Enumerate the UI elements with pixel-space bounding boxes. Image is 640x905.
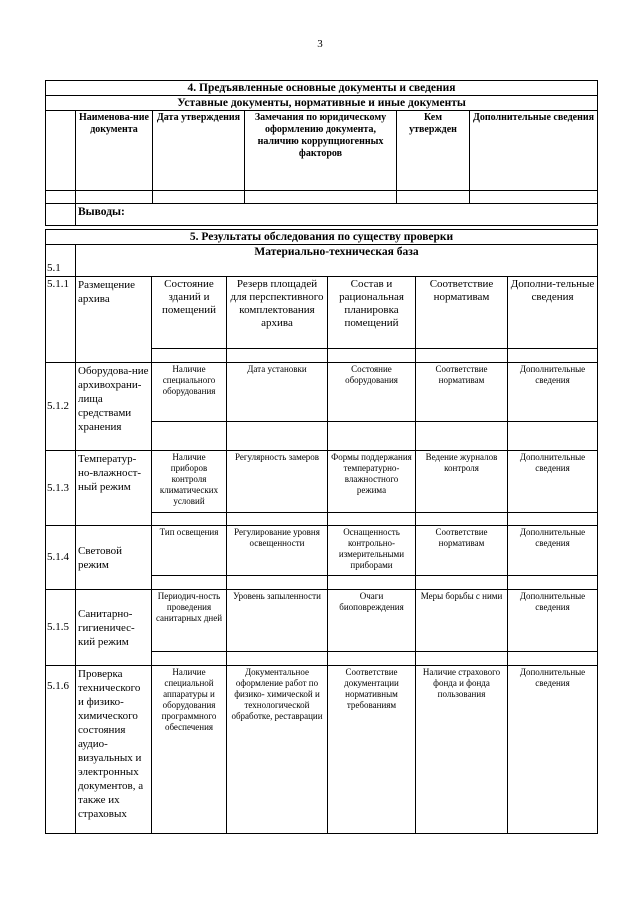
cell: Очаги биоповреждения <box>328 590 416 652</box>
cell: Дополнительные сведения <box>508 363 598 422</box>
row-num: 5.1.4 <box>46 526 76 590</box>
col-additional-info: Дополнительные сведения <box>470 111 598 191</box>
cell: Дата установки <box>227 363 328 422</box>
col-approval-date: Дата утверждения <box>153 111 245 191</box>
cell: Наличие страхового фонда и фонда пользования <box>416 666 508 834</box>
col-approved-by: Кем утвержден <box>397 111 470 191</box>
row-num: 5.1.5 <box>46 590 76 666</box>
row-label: Санитарно-гигиеничес-кий режим <box>76 590 152 666</box>
cell: Дополнительные сведения <box>508 666 598 834</box>
row-num: 5.1 <box>46 245 76 277</box>
cell: Наличие специального оборудования <box>152 363 227 422</box>
documents-table <box>45 80 598 226</box>
cell: Состав и рациональная планировка помещений <box>328 277 416 349</box>
cell: Резерв площадей для перспективного комплектования архива <box>227 277 328 349</box>
cell: Соответствие нормативам <box>416 526 508 576</box>
cell: Регулирование уровня освещенности <box>227 526 328 576</box>
col-remarks: Замечания по юридическому оформлению документа, наличию коррупциогенных факторов <box>245 111 397 191</box>
section4-title: 4. Предъявленные основные документы и сведения <box>46 81 598 96</box>
cell: Меры борьбы с ними <box>416 590 508 652</box>
conclusions-label: Выводы: <box>76 204 598 226</box>
cell: Дополнительные сведения <box>508 526 598 576</box>
section5-subtitle: Материально-техническая база <box>76 245 598 277</box>
cell: Состояние зданий и помещений <box>152 277 227 349</box>
cell: Формы поддержания температурно-влажностного режима <box>328 451 416 513</box>
row-label: Проверка технического и физико-химического состояния аудио-визуальных и электронных документов, а также их страховых <box>76 666 152 834</box>
section4-subtitle: Уставные документы, нормативные и иные документы <box>46 96 598 111</box>
section5-title: 5. Результаты обследования по существу проверки <box>46 230 598 245</box>
row-label: Оборудова-ние архивохрани-лища средствами хранения <box>76 363 152 451</box>
row-label: Световой режим <box>76 526 152 590</box>
row-num: 5.1.1 <box>46 277 76 363</box>
cell: Наличие специальной аппаратуры и оборудования программного обеспечения <box>152 666 227 834</box>
page-number: 3 <box>317 38 323 50</box>
cell: Тип освещения <box>152 526 227 576</box>
row-num: 5.1.2 <box>46 363 76 451</box>
cell: Дополни-тельные сведения <box>508 277 598 349</box>
cell: Дополнительные сведения <box>508 590 598 652</box>
cell: Оснащенность контрольно-измерительными приборами <box>328 526 416 576</box>
cell: Соответствие нормативам <box>416 277 508 349</box>
cell: Состояние оборудования <box>328 363 416 422</box>
cell: Соответствие нормативам <box>416 363 508 422</box>
row-label: Температур-но-влажност-ный режим <box>76 451 152 526</box>
inspection-table <box>45 229 598 834</box>
cell: Периодич-ность проведения санитарных дней <box>152 590 227 652</box>
cell: Документальное оформление работ по физико- химической и технологической обработке, реставрации <box>227 666 328 834</box>
cell: Соответствие документации нормативным требованиям <box>328 666 416 834</box>
cell: Уровень запыленности <box>227 590 328 652</box>
row-label: Размещение архива <box>76 277 152 363</box>
row-num: 5.1.6 <box>46 666 76 834</box>
cell: Регулярность замеров <box>227 451 328 513</box>
row-num: 5.1.3 <box>46 451 76 526</box>
cell: Дополнительные сведения <box>508 451 598 513</box>
cell: Ведение журналов контроля <box>416 451 508 513</box>
cell: Наличие приборов контроля климатических условий <box>152 451 227 513</box>
col-document-name: Наименова-ние документа <box>76 111 153 191</box>
